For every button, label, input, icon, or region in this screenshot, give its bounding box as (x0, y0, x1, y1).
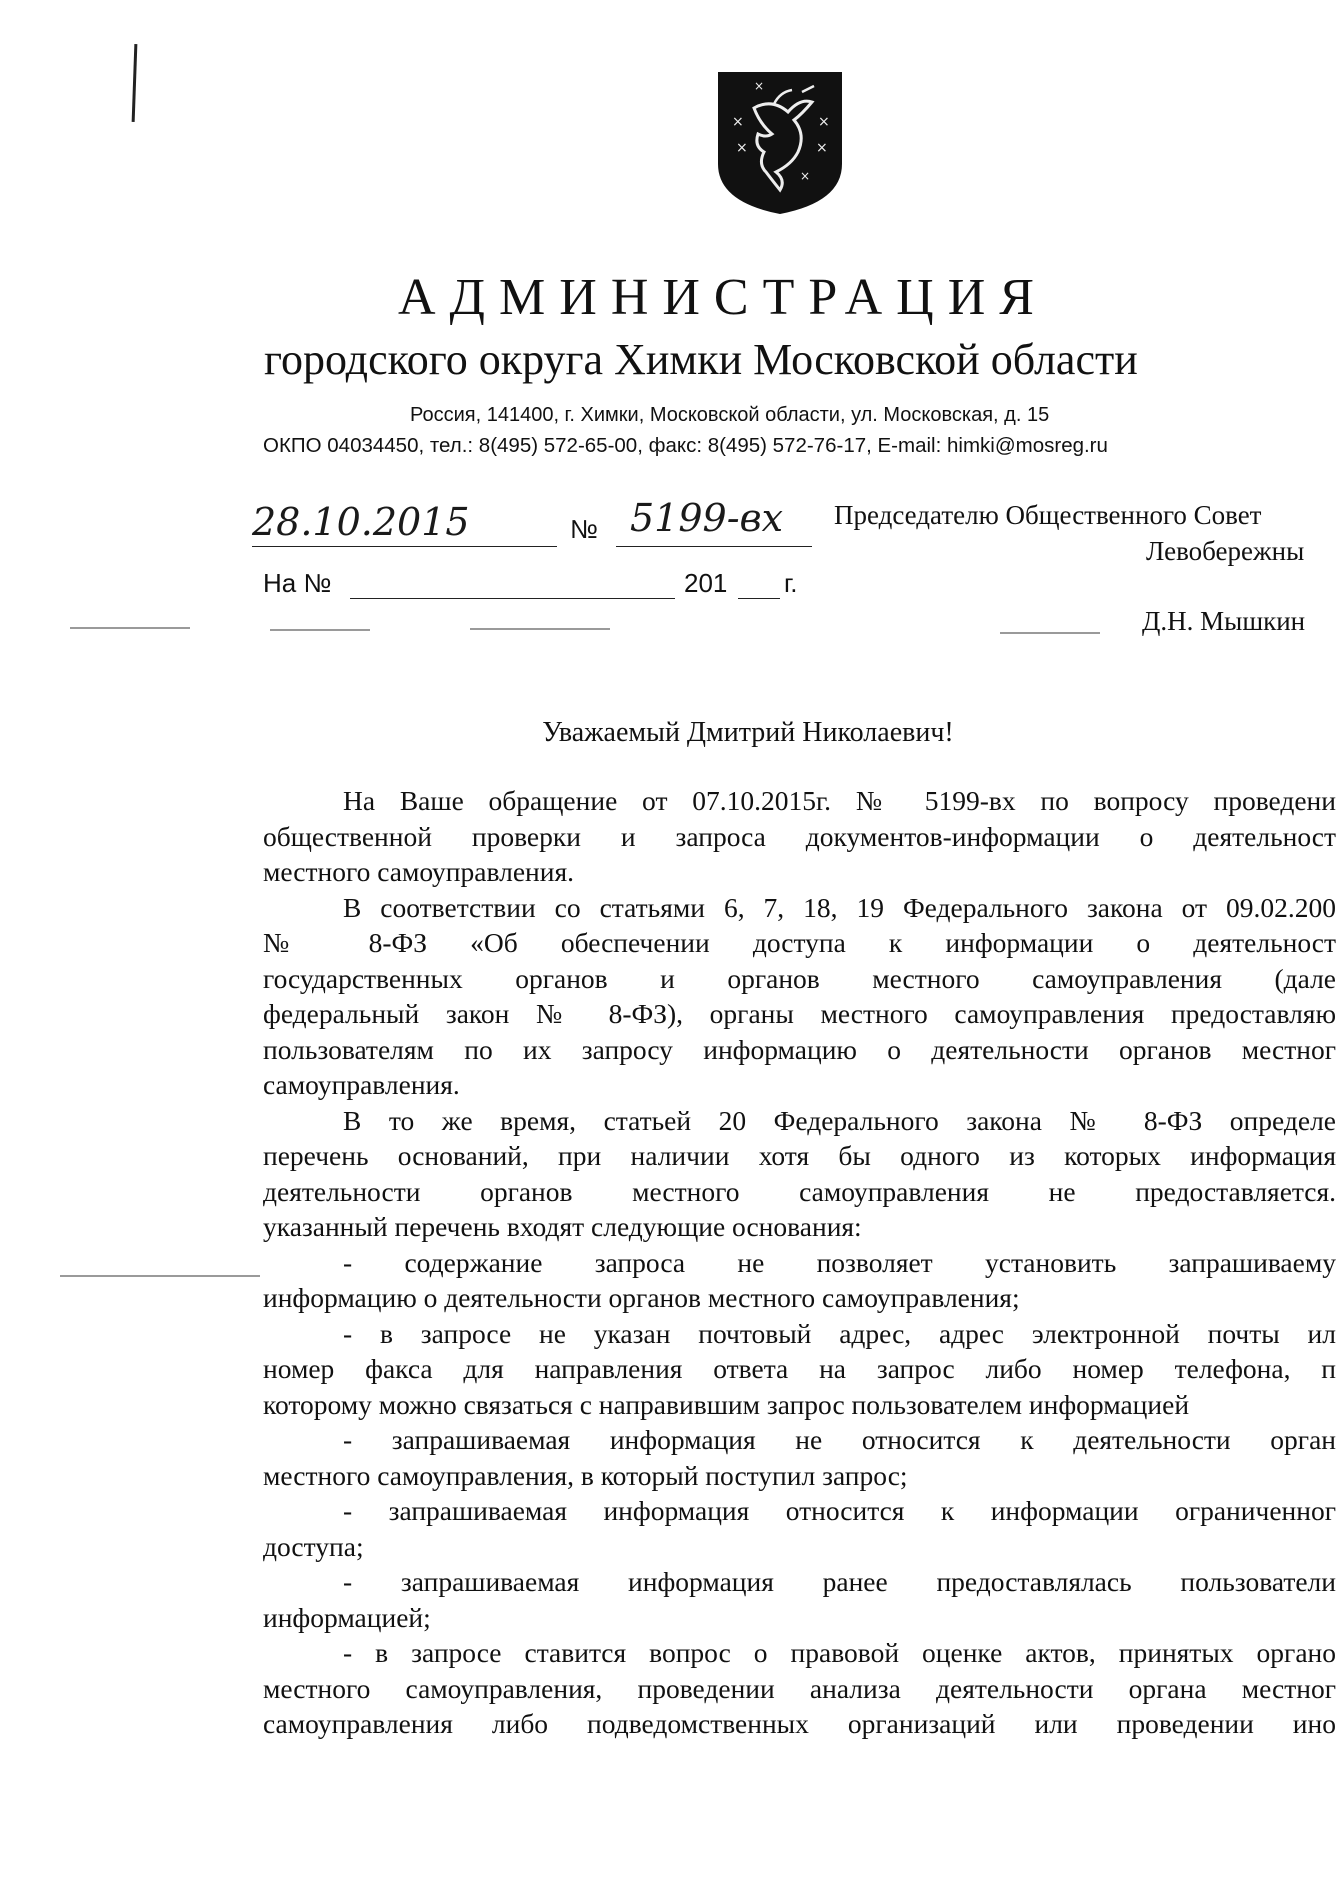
organization-title: АДМИНИСТРАЦИЯ (398, 269, 1048, 326)
text-line: - запрашиваемая информация относится к информации ограниченног (343, 1495, 1336, 1526)
paragraph-3 (263, 1103, 1336, 1245)
svg-text:×: × (736, 140, 748, 156)
margin-pen-mark (132, 44, 138, 122)
paragraph-4 (263, 1245, 1336, 1316)
svg-text:×: × (818, 114, 830, 130)
reference-underline (350, 598, 675, 599)
text-line: В соответствии со статьями 6, 7, 18, 19 Федерального закона от 09.02.200 (343, 891, 1336, 923)
organization-subtitle: городского округа Химки Московской области (264, 335, 1138, 384)
text-line: указанный перечень входят следующие основания: (263, 1211, 862, 1242)
text-line: общественной проверки и запроса документов-информации о деятельност (263, 820, 1336, 852)
text-line: - в запросе ставится вопрос о правовой оценке актов, принятых органо (343, 1637, 1336, 1668)
svg-text:×: × (800, 169, 811, 183)
addressee-line-1: Председателю Общественного Совет (834, 500, 1262, 530)
paragraph-8 (263, 1564, 1336, 1635)
scan-artifact (270, 629, 370, 631)
outgoing-number: 5199-вх (630, 496, 784, 540)
number-underline (616, 546, 812, 547)
scan-artifact (60, 1275, 260, 1277)
text-line: которому можно связаться с направившим запрос пользователем информацией (263, 1388, 1190, 1420)
reference-year-underline (738, 598, 780, 599)
text-line: информацией; (263, 1601, 431, 1633)
text-line: № 8-ФЗ «Об обеспечении доступа к информации о деятельност (263, 927, 1336, 958)
scan-artifact (70, 627, 190, 629)
paragraph-7 (263, 1493, 1336, 1564)
coat-of-arms-icon (714, 68, 846, 218)
text-line: - запрашиваемая информация не относится к деятельности орган (343, 1424, 1336, 1455)
paragraph-2 (263, 890, 1336, 1103)
organization-contacts: ОКПО 04034450, тел.: 8(495) 572-65-00, факс: 8(495) 572-76-17, E-mail: himki@mosreg.ru (263, 434, 1108, 457)
text-line: На Ваше обращение от 07.10.2015г. № 5199-вх по вопросу проведени (343, 785, 1336, 816)
text-line: государственных органов и органов местного самоуправления (дале (263, 962, 1336, 994)
text-line: федеральный закон № 8-ФЗ), органы местного самоуправления предоставляю (263, 998, 1336, 1029)
svg-text:×: × (754, 79, 765, 93)
text-line: деятельности органов местного самоуправления не предоставляется. (263, 1175, 1336, 1207)
paragraph-5 (263, 1316, 1336, 1423)
text-line: пользователям по их запросу информацию о деятельности органов местног (263, 1033, 1336, 1065)
text-line: - содержание запроса не позволяет установить запрашиваему (343, 1246, 1336, 1278)
paragraph-9 (263, 1635, 1336, 1742)
svg-text:×: × (816, 140, 828, 156)
text-line: доступа; (263, 1530, 364, 1562)
text-line: В то же время, статьей 20 Федерального закона № 8-ФЗ определе (343, 1104, 1336, 1136)
addressee-line-2: Левобережны (1146, 536, 1305, 566)
paragraph-6 (263, 1422, 1336, 1493)
text-line: местного самоуправления. (263, 856, 574, 887)
text-line: перечень оснований, при наличии хотя бы одного из которых информация (263, 1140, 1336, 1171)
date-underline (252, 546, 557, 547)
text-line: самоуправления либо подведомственных организаций или проведении ино (263, 1708, 1336, 1739)
paragraph-1 (263, 783, 1336, 890)
text-line: номер факса для направления ответа на запрос либо номер телефона, п (263, 1353, 1336, 1384)
text-line: - запрашиваемая информация ранее предоставлялась пользователи (343, 1566, 1336, 1597)
letter-body (263, 783, 1336, 1742)
text-line: самоуправления. (263, 1069, 460, 1100)
scan-artifact (1000, 632, 1100, 634)
text-line: информацию о деятельности органов местного самоуправления; (263, 1282, 1020, 1313)
scan-artifact (470, 628, 610, 630)
salutation: Уважаемый Дмитрий Николаевич! (542, 717, 954, 748)
addressee-line-3: Д.Н. Мышкин (1142, 606, 1306, 636)
outgoing-date: 28.10.2015 (252, 500, 470, 544)
text-line: местного самоуправления, в который поступил запрос; (263, 1459, 908, 1491)
reference-year: 201 (684, 568, 728, 598)
svg-text:×: × (732, 114, 744, 130)
number-label: № (570, 514, 598, 544)
text-line: местного самоуправления, проведении анализа деятельности органа местног (263, 1672, 1336, 1704)
reference-label: На № (263, 568, 332, 598)
organization-address: Россия, 141400, г. Химки, Московской области, ул. Московская, д. 15 (410, 404, 1050, 426)
text-line: - в запросе не указан почтовый адрес, адрес электронной почты ил (343, 1317, 1336, 1349)
reference-year-suffix: г. (784, 568, 798, 598)
